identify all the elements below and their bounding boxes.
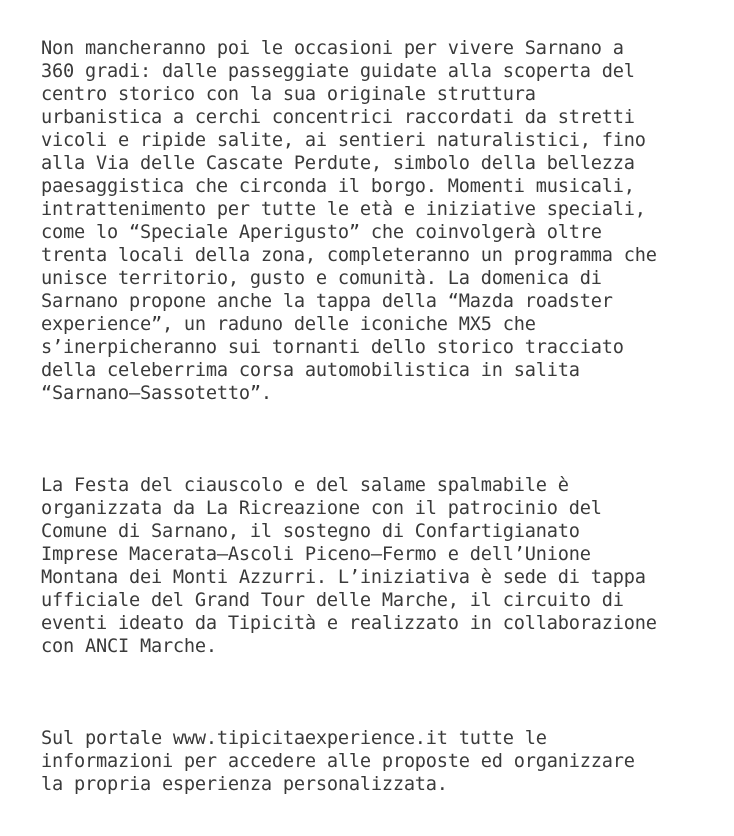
paragraph-festival-organization: La Festa del ciauscolo e del salame spalmabile è organizzata da La Ricreazione con il patrocinio del Comune di Sarnano, il sostegno di Confartigianato Imprese Macerata–Ascoli Piceno–Fermo e dell’Unione Montana dei Monti Azzurri. L’iniziativa è sede di tappa ufficiale del Grand Tour delle Marche, il circuito di eventi ideato da Tipicità e realizzato in collaborazione con ANCI Marche. [41,475,657,657]
paragraph-sarnano-activities: Non mancheranno poi le occasioni per vivere Sarnano a 360 gradi: dalle passeggiate guidate alla scoperta del centro storico con la sua originale struttura urbanistica a cerchi concentrici raccordati da stretti vicoli e ripide salite, ai sentieri naturalistici, fino alla Via delle Cascate Perdute, simbolo della bellezza paesaggistica che circonda il borgo. Momenti musicali, intrattenimento per tutte le età e iniziative speciali, come lo “Speciale Aperigusto” che coinvolgerà oltre trenta locali della zona, completeranno un programma che unisce territorio, gusto e comunità. La domenica di Sarnano propone anche la tappa della “Mazda roadster experience”, un raduno delle iconiche MX5 che s’inerpicheranno sui tornanti dello storico tracciato della celeberrima corsa automobilistica in salita “Sarnano–Sassotetto”. [41,38,657,404]
document-body [41,37,721,796]
paragraph-spacer [41,658,721,727]
paragraph-portal-info: Sul portale www.tipicitaexperience.it tutte le informazioni per accedere alle proposte ed organizzare la propria esperienza personalizzata. [41,728,635,795]
paragraph-spacer [41,405,721,474]
